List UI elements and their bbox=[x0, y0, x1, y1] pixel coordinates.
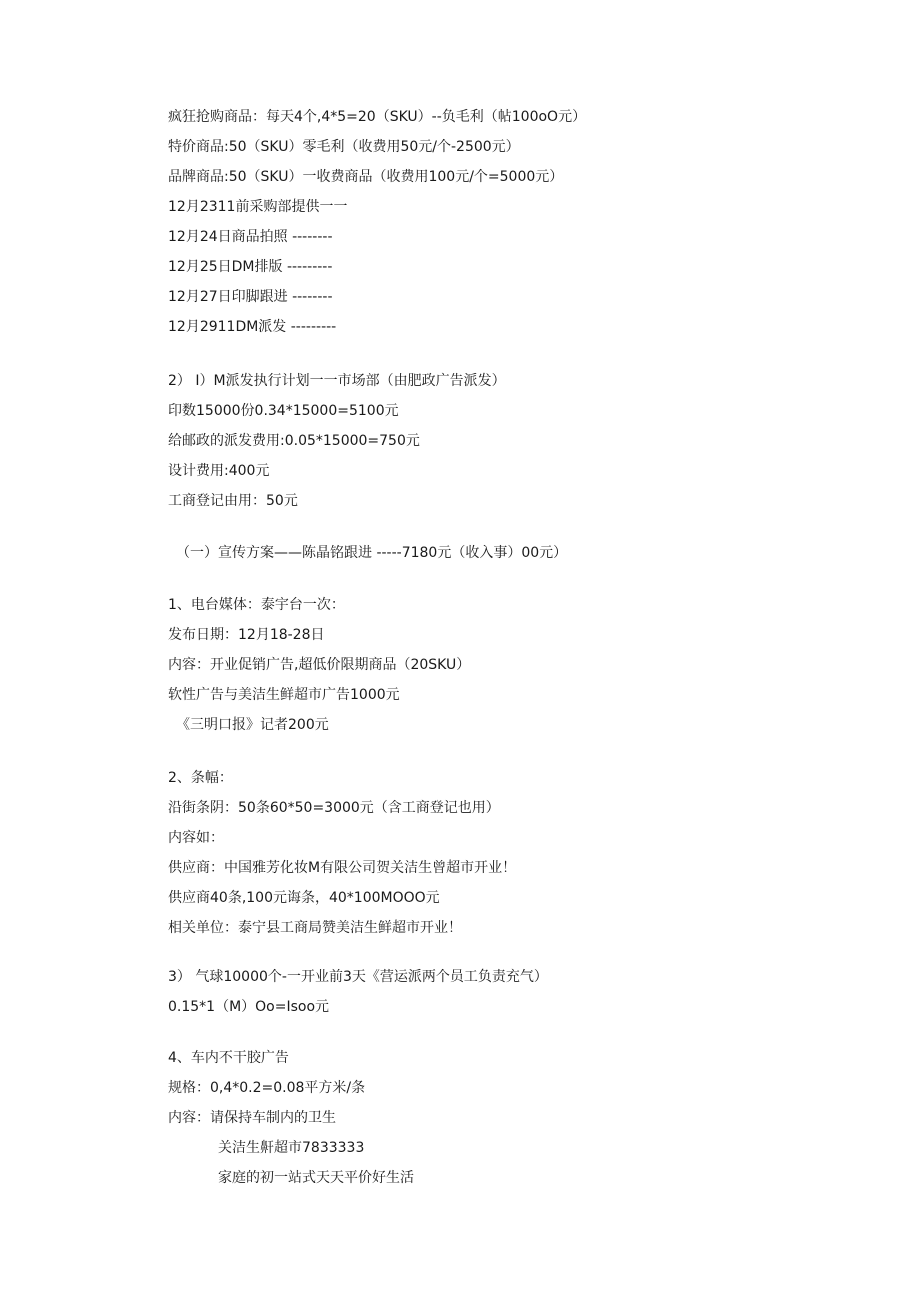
text-line: 12月25日DM排版 --------- bbox=[168, 259, 333, 275]
text-line: 12月24日商品拍照 -------- bbox=[168, 229, 333, 245]
text-line: 0.15*1（M）Oo=Isoo元 bbox=[168, 999, 330, 1015]
section-heading: 4、车内不干胶广告 bbox=[168, 1050, 289, 1066]
text-line: 家庭的初一站式天天平价好生活 bbox=[218, 1170, 414, 1186]
section-heading: 1、电台媒体：泰宇台一次： bbox=[168, 597, 345, 613]
section-heading: （一）宣传方案——陈晶铭跟进 -----7180元（收入事）00元） bbox=[176, 545, 568, 561]
text-line: 印数15000份0.34*15000=5100元 bbox=[168, 403, 399, 419]
text-line: 设计费用:400元 bbox=[168, 463, 270, 479]
text-line: 规格：0,4*0.2=0.08平方米/条 bbox=[168, 1080, 366, 1096]
text-line: 关洁生鼾超市7833333 bbox=[218, 1140, 365, 1156]
text-line: 内容：请保持车制内的卫生 bbox=[168, 1110, 336, 1126]
text-line: 相关单位：泰宁县工商局赞美洁生鲜超市开业！ bbox=[168, 920, 462, 936]
text-line: 品牌商品:50（SKU）一收费商品（收费用100元/个=5000元） bbox=[168, 169, 564, 185]
text-line: 《三明口报》记者200元 bbox=[176, 717, 329, 733]
text-line: 供应商40条,100元诲条，40*100MOOO元 bbox=[168, 890, 440, 906]
text-line: 内容：开业促销广告,超低价限期商品（20SKU） bbox=[168, 657, 471, 673]
section-heading: 2） I）M派发执行计划一一市场部（由肥政广告派发） bbox=[168, 373, 506, 389]
section-heading: 3） 气球10000个-一开业前3天《营运派两个员工负责充气） bbox=[168, 969, 548, 985]
text-line: 12月27日印脚跟进 -------- bbox=[168, 289, 333, 305]
text-line: 内容如： bbox=[168, 830, 224, 846]
text-line: 工商登记由用：50元 bbox=[168, 493, 298, 509]
text-line: 沿街条阴：50条60*50=3000元（含工商登记也用） bbox=[168, 800, 500, 816]
text-line: 12月2311前采购部提供一一 bbox=[168, 199, 348, 215]
text-line: 给邮政的派发费用:0.05*15000=750元 bbox=[168, 433, 420, 449]
section-heading: 2、条幅： bbox=[168, 770, 233, 786]
text-line: 软性广告与美洁生鲜超市广告1000元 bbox=[168, 687, 400, 703]
text-line: 12月2911DM派发 --------- bbox=[168, 319, 337, 335]
text-line: 发布日期：12月18-28日 bbox=[168, 627, 325, 643]
text-line: 特价商品:50（SKU）零毛利（收费用50元/个-2500元） bbox=[168, 139, 520, 155]
text-line: 供应商：中国雅芳化妆M有限公司贺关洁生曾超市开业！ bbox=[168, 860, 517, 876]
text-line: 疯狂抢购商品：每天4个,4*5=20（SKU）--负毛利（帖100oO元） bbox=[168, 109, 587, 125]
